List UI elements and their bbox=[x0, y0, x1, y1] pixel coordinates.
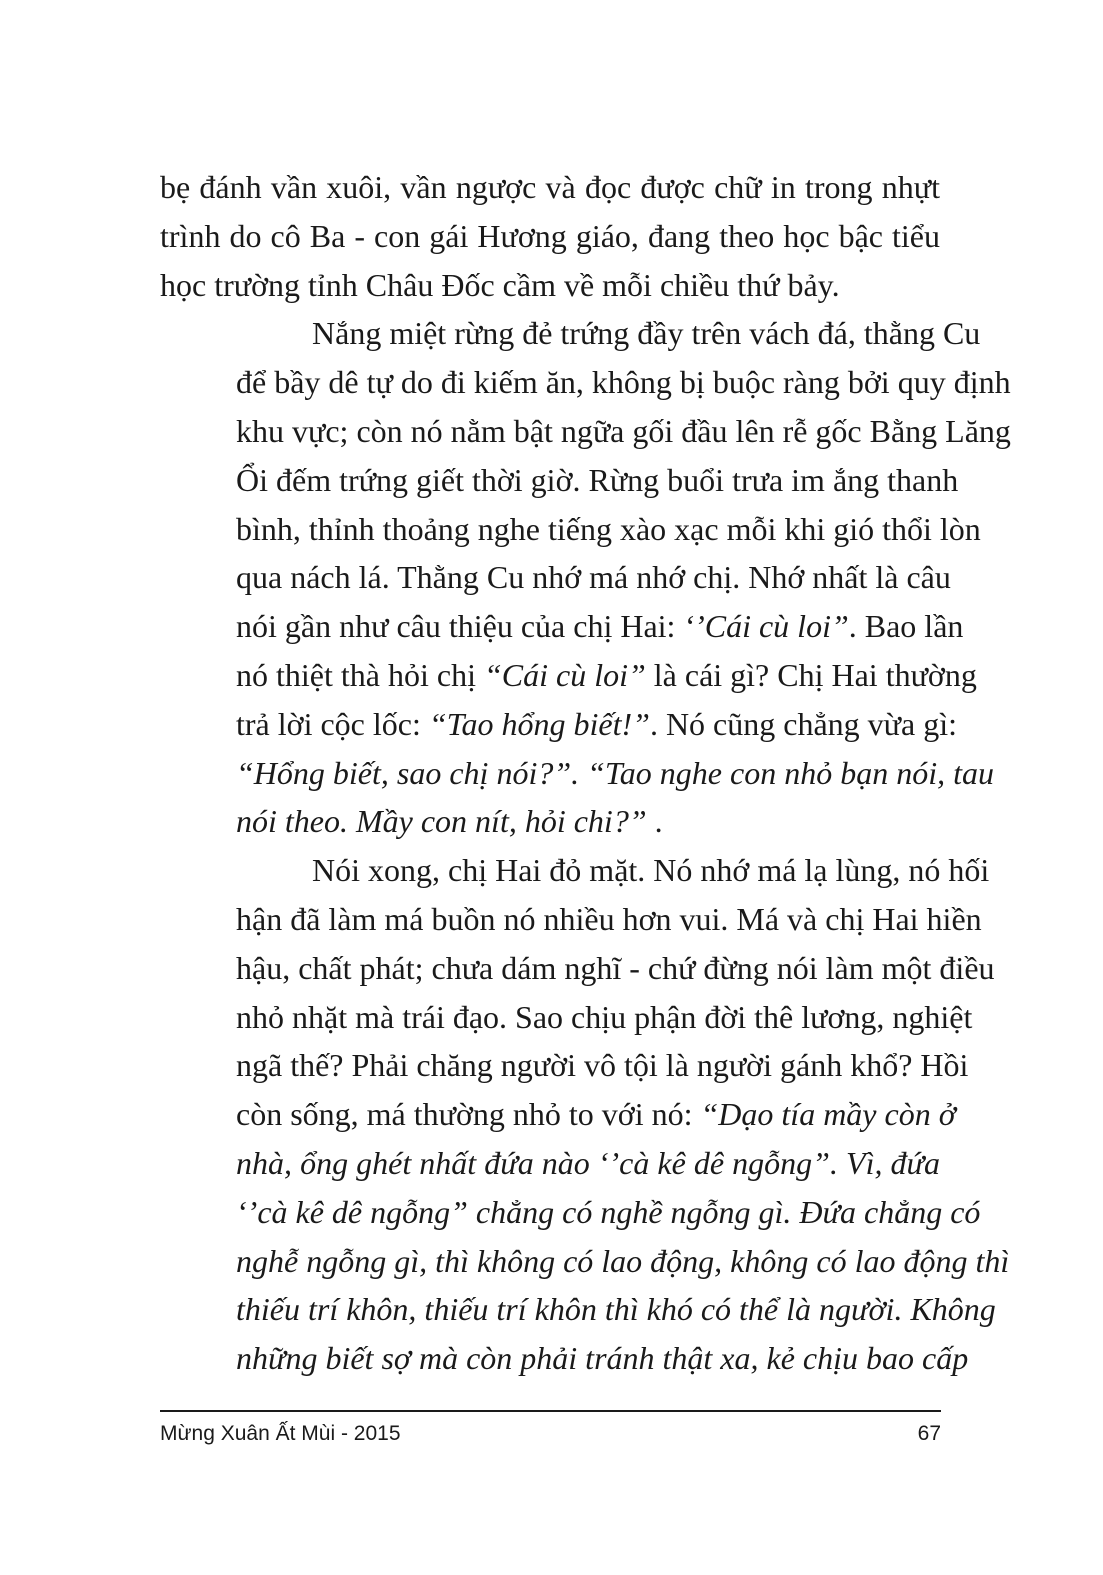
text-line bbox=[160, 163, 940, 212]
text-segment: hận đã làm má buồn nó nhiều hơn vui. Má và chị Hai hiền bbox=[236, 900, 982, 937]
text-segment: qua nách lá. Thằng Cu nhớ má nhớ chị. Nhớ nhất là câu bbox=[236, 559, 951, 596]
text-line bbox=[160, 895, 982, 944]
text-segment: ngã thế? Phải chăng người vô tội là người gánh khổ? Hồi bbox=[236, 1047, 969, 1084]
italic-text: thiếu trí khôn, thiếu trí khôn thì khó có thể là người. Không bbox=[236, 1291, 996, 1328]
italic-text: nghễ ngỗng gì, thì không có lao động, không có lao động thì bbox=[236, 1242, 1010, 1279]
text-segment: . bbox=[646, 803, 663, 840]
text-segment: trả lời cộc lốc: bbox=[236, 705, 429, 742]
page-number: 67 bbox=[917, 1422, 941, 1445]
text-segment: còn sống, má thường nhỏ to với nó: bbox=[236, 1096, 701, 1133]
text-segment: học trường tỉnh Châu Đốc cầm về mỗi chiều thứ bảy. bbox=[160, 266, 840, 303]
text-line bbox=[160, 407, 1011, 456]
italic-text: nói theo. Mầy con nít, hỏi chi?” bbox=[236, 803, 647, 840]
footer-rule bbox=[160, 1410, 941, 1412]
text-line bbox=[160, 1237, 1010, 1286]
italic-text: “Cái cù loi” bbox=[483, 656, 646, 693]
text-segment: hậu, chất phát; chưa dám nghĩ - chứ đừng nói làm một điều bbox=[236, 949, 995, 986]
italic-text: “Tao hổng biết!” bbox=[428, 705, 650, 742]
text-segment: bình, thỉnh thoảng nghe tiếng xào xạc mỗi khi gió thổi lòn bbox=[236, 510, 981, 547]
text-line bbox=[160, 993, 973, 1042]
text-line bbox=[160, 1041, 969, 1090]
text-line bbox=[160, 1090, 956, 1139]
text-line bbox=[160, 456, 959, 505]
text-segment: khu vực; còn nó nằm bật ngữa gối đầu lên rễ gốc Bằng Lăng bbox=[236, 412, 1011, 449]
text-line bbox=[160, 358, 1011, 407]
text-segment: nói gần như câu thiệu của chị Hai: bbox=[236, 608, 684, 645]
text-segment: nó thiệt thà hỏi chị bbox=[236, 656, 484, 693]
paragraph bbox=[160, 309, 1011, 846]
text-segment: bẹ đánh vần xuôi, vần ngược và đọc được chữ in trong nhựt bbox=[160, 169, 940, 205]
paragraph bbox=[160, 163, 940, 309]
page-body bbox=[160, 163, 1011, 1383]
text-segment: . Bao lần bbox=[848, 608, 964, 645]
text-segment: . Nó cũng chẳng vừa gì: bbox=[649, 705, 957, 742]
italic-text: ‘’Cái cù loi” bbox=[683, 608, 849, 645]
text-segment: để bầy dê tự do đi kiếm ăn, không bị buộc ràng bởi quy định bbox=[236, 364, 1011, 401]
text-segment: nhỏ nhặt mà trái đạo. Sao chịu phận đời thê lương, nghiệt bbox=[236, 998, 973, 1035]
text-line bbox=[160, 212, 940, 261]
footer-title: Mừng Xuân Ất Mùi - 2015 bbox=[160, 1422, 401, 1445]
text-line bbox=[160, 1139, 940, 1188]
text-line bbox=[160, 309, 981, 358]
text-segment: Nói xong, chị Hai đỏ mặt. Nó nhớ má lạ lùng, nó hối bbox=[312, 852, 990, 889]
italic-text: nhà, ổng ghét nhất đứa nào ‘’cà kê dê ngỗng”. Vì, đứa bbox=[236, 1144, 940, 1181]
text-segment: trình do cô Ba - con gái Hương giáo, đang theo học bậc tiểu bbox=[160, 217, 940, 254]
text-line bbox=[160, 553, 951, 602]
text-segment: là cái gì? Chị Hai thường bbox=[645, 656, 977, 693]
text-line bbox=[160, 505, 981, 554]
text-line bbox=[160, 602, 964, 651]
text-line bbox=[160, 797, 940, 846]
text-line bbox=[160, 700, 957, 749]
italic-text: “Dạo tía mầy còn ở bbox=[700, 1096, 956, 1133]
text-line bbox=[160, 1285, 996, 1334]
text-line bbox=[160, 749, 994, 798]
text-line bbox=[160, 1188, 981, 1237]
text-segment: Nắng miệt rừng đẻ trứng đầy trên vách đá, thằng Cu bbox=[312, 315, 981, 352]
text-line bbox=[160, 846, 990, 895]
text-line bbox=[160, 651, 977, 700]
italic-text: “Hổng biết, sao chị nói?”. “Tao nghe con nhỏ bạn nói, tau bbox=[236, 754, 994, 791]
text-line bbox=[160, 1334, 969, 1383]
paragraph bbox=[160, 846, 1010, 1383]
italic-text: những biết sợ mà còn phải tránh thật xa, kẻ chịu bao cấp bbox=[236, 1340, 969, 1377]
text-segment: Ổi đếm trứng giết thời giờ. Rừng buổi trưa im ắng thanh bbox=[236, 461, 959, 498]
text-line bbox=[160, 261, 940, 310]
body-text bbox=[160, 163, 1011, 1383]
text-line bbox=[160, 944, 995, 993]
italic-text: ‘’cà kê dê ngỗng” chẳng có nghề ngỗng gì. Đứa chẳng có bbox=[236, 1193, 981, 1230]
